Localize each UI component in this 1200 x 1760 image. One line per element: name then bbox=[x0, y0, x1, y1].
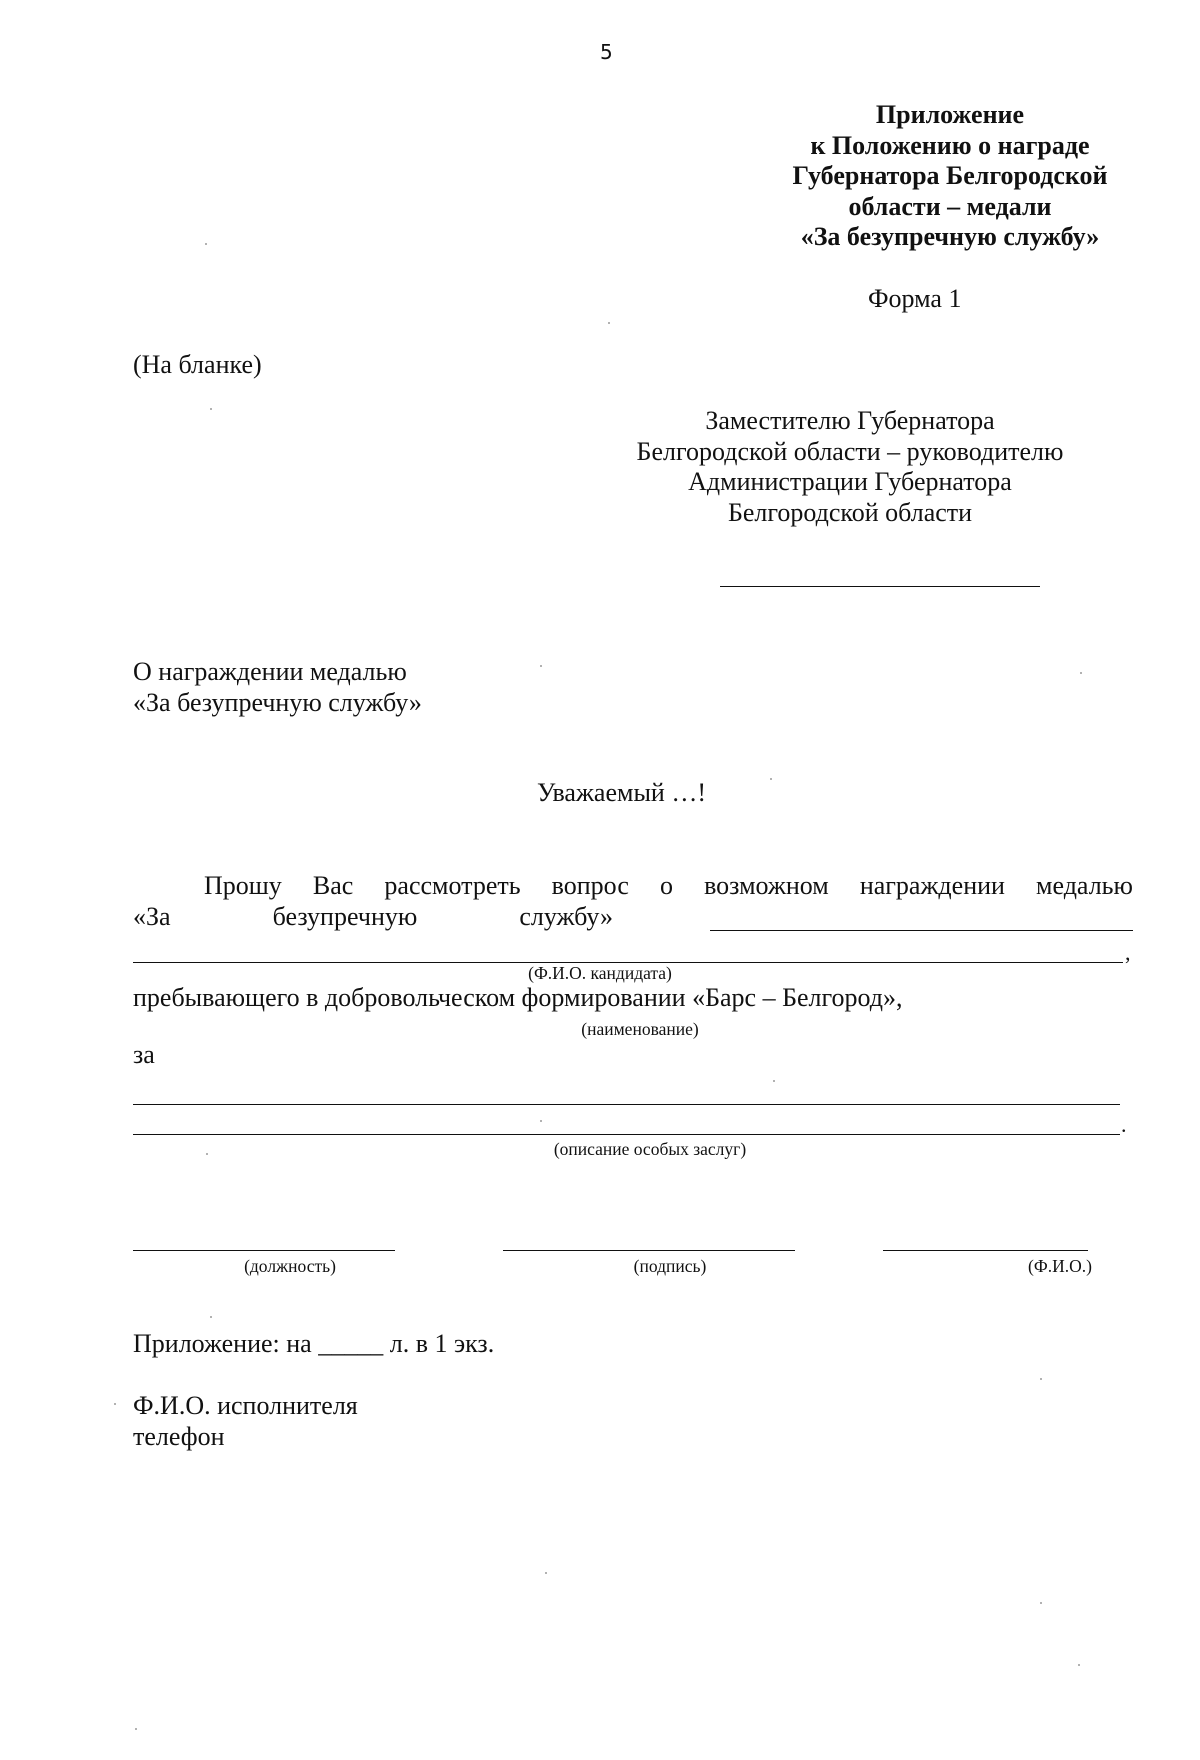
line-comma: , bbox=[1125, 940, 1131, 965]
signature-caption: (подпись) bbox=[633, 1256, 707, 1276]
scan-speck bbox=[770, 778, 772, 780]
appendix-line: Приложение bbox=[875, 100, 1025, 129]
position-caption: (должность) bbox=[244, 1256, 336, 1276]
line-period: . bbox=[1121, 1112, 1127, 1137]
body-word: «За bbox=[133, 902, 171, 931]
position-line bbox=[133, 1250, 395, 1251]
subject-line: «За безупречную службу» bbox=[133, 688, 422, 717]
addressee-name-line bbox=[720, 586, 1040, 587]
addressee-block bbox=[600, 406, 1100, 528]
merits-line bbox=[133, 1134, 1120, 1135]
scan-speck bbox=[114, 1403, 116, 1405]
appendix-line: области – медали bbox=[848, 191, 1052, 221]
body-word: Вас bbox=[312, 871, 354, 900]
scan-speck bbox=[540, 665, 542, 667]
page-number: 5 bbox=[600, 40, 613, 64]
body-word: возможном bbox=[704, 871, 829, 900]
scan-speck bbox=[1080, 672, 1082, 674]
subject-line: О награждении медалью bbox=[133, 657, 407, 686]
addressee-line: Белгородской области – руководителю bbox=[636, 436, 1064, 466]
merits-label: за bbox=[133, 1040, 155, 1069]
addressee-line: Заместителю Губернатора bbox=[705, 406, 995, 435]
appendix-line: к Положению о награде bbox=[810, 130, 1090, 160]
appendix-line: Губернатора Белгородской bbox=[792, 161, 1108, 190]
merits-line bbox=[133, 1104, 1120, 1105]
executor-phone-label: телефон bbox=[133, 1422, 225, 1451]
body-word: безупречную bbox=[272, 902, 418, 931]
scan-speck bbox=[1040, 1602, 1042, 1604]
form-label: Форма 1 bbox=[868, 284, 962, 313]
addressee-line: Администрации Губернатора bbox=[688, 467, 1012, 496]
appendix-line: «За безупречную службу» bbox=[800, 222, 1100, 251]
scan-speck bbox=[210, 408, 212, 410]
body-word: вопрос bbox=[551, 871, 629, 900]
scan-speck bbox=[206, 1153, 208, 1155]
scan-speck bbox=[773, 1080, 775, 1082]
body-paragraph-line bbox=[133, 871, 1133, 901]
formation-name-caption: (наименование) bbox=[581, 1019, 699, 1039]
merits-caption: (описание особых заслуг) bbox=[553, 1139, 747, 1159]
formation-text: пребывающего в добровольческом формировании «Барс – Белгород», bbox=[133, 983, 903, 1012]
fio-line bbox=[883, 1250, 1088, 1251]
executor-block bbox=[133, 1390, 358, 1452]
body-word: о bbox=[659, 871, 673, 900]
body-paragraph-line bbox=[133, 902, 613, 932]
fio-caption: (Ф.И.О.) bbox=[1028, 1256, 1092, 1276]
body-word: медалью bbox=[1036, 871, 1133, 900]
scan-speck bbox=[205, 243, 207, 245]
scan-speck bbox=[545, 1572, 547, 1574]
signature-line bbox=[503, 1250, 795, 1251]
greeting: Уважаемый …! bbox=[537, 778, 706, 807]
body-word: награждении bbox=[859, 871, 1005, 900]
scan-speck bbox=[210, 1316, 212, 1318]
blank-note: (На бланке) bbox=[133, 350, 262, 379]
scan-speck bbox=[1040, 1378, 1042, 1380]
addressee-line: Белгородской области bbox=[727, 497, 973, 527]
executor-name-label: Ф.И.О. исполнителя bbox=[133, 1391, 358, 1420]
scan-speck bbox=[135, 1728, 137, 1730]
body-word: рассмотреть bbox=[384, 871, 521, 900]
candidate-name-line bbox=[710, 930, 1133, 931]
body-word: службу» bbox=[519, 902, 613, 931]
subject-block bbox=[133, 656, 422, 718]
appendix-header bbox=[750, 100, 1150, 253]
scan-speck bbox=[1078, 1664, 1080, 1666]
attachment-note: Приложение: на _____ л. в 1 экз. bbox=[133, 1329, 495, 1358]
scan-speck bbox=[540, 1120, 542, 1122]
scan-speck bbox=[608, 322, 610, 324]
candidate-caption: (Ф.И.О. кандидата) bbox=[528, 963, 672, 983]
body-word: Прошу bbox=[204, 871, 282, 900]
